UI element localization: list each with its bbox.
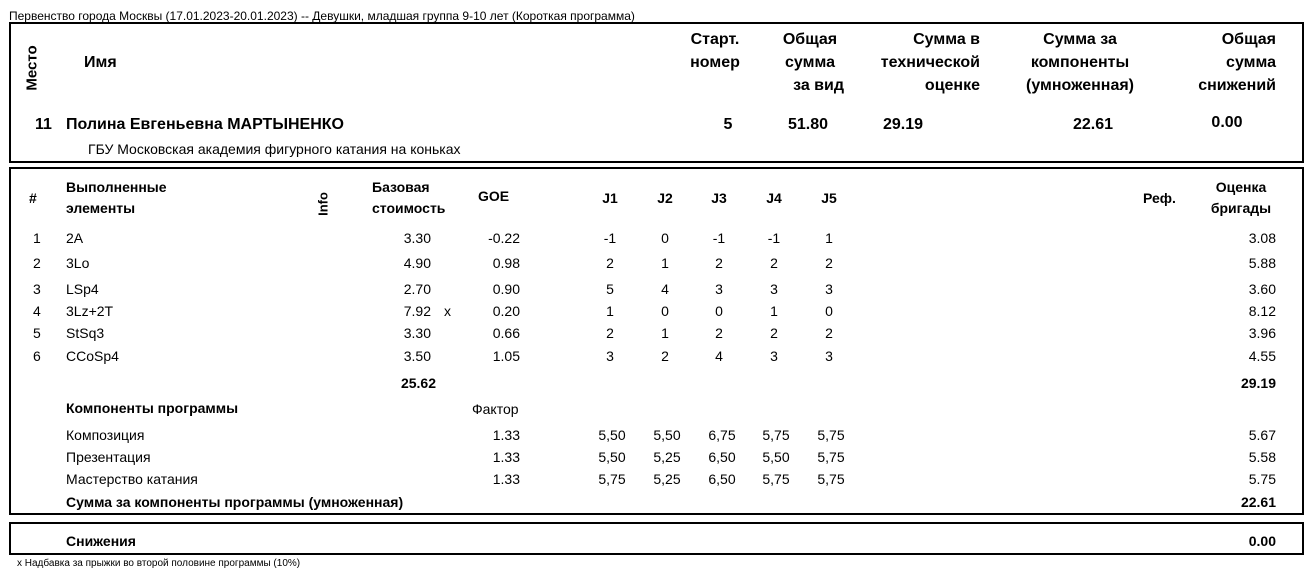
judge-score-1: 1 [606,303,614,319]
component-score: 5.58 [1248,449,1276,465]
base-value: 4.90 [403,255,431,271]
judge-score-5: 3 [825,348,833,364]
deductions-box [9,522,1304,555]
component-judge-4: 5,50 [762,449,790,465]
goe-header: GOE [478,188,510,204]
component-judge-3: 6,50 [708,449,736,465]
element-row [0,348,1313,370]
components-total-label: Сумма за компоненты программы (умноженная) [66,494,404,510]
deductions-value: 0.00 [1211,114,1243,131]
base-value: 7.92 [403,303,431,319]
component-name: Композиция [66,427,145,443]
judge-score-2: 0 [661,303,669,319]
panel-score-header: Оценка бригады [1210,179,1272,216]
goe-value: 1.05 [492,348,520,364]
tes-value: 29.19 [882,116,924,133]
judge-score-5: 0 [825,303,833,319]
component-judge-3: 6,50 [708,471,736,487]
element-row [0,325,1313,347]
component-judge-5: 5,75 [817,449,845,465]
base-total: 25.62 [400,375,436,391]
judge-score-1: 2 [606,325,614,341]
judge-score-4: -1 [767,230,781,246]
score-total: 29.19 [1240,375,1276,391]
judge-score-2: 0 [661,230,669,246]
name-header: Имя [84,54,117,71]
place-header: Место [23,45,41,91]
judge-score-2: 1 [661,255,669,271]
base-value: 3.30 [403,230,431,246]
num-header: # [29,190,37,206]
element-code: 2A [66,230,84,246]
component-judge-2: 5,50 [653,427,681,443]
component-judge-1: 5,50 [598,449,626,465]
goe-value: 0.98 [492,255,520,271]
club-name: ГБУ Московская академия фигурного катания на коньках [88,141,461,157]
element-number: 6 [33,348,41,364]
judge-score-4: 2 [770,255,778,271]
goe-value: -0.22 [488,230,520,246]
judge-score-3: 4 [715,348,723,364]
bonus-mark: x [444,303,451,319]
pcs-value: 22.61 [1072,116,1114,133]
components-heading: Компоненты программы [66,400,239,416]
element-row [0,281,1313,303]
info-header: Info [315,192,331,216]
factor-heading: Фактор [472,401,519,417]
judge-score-5: 2 [825,325,833,341]
component-score: 5.67 [1248,427,1276,443]
judge-score-3: 2 [715,255,723,271]
judge-header-1: J1 [602,190,618,206]
components-total-value: 22.61 [1240,494,1276,510]
deductions-box-value: 0.00 [1248,533,1276,549]
total-value: 51.80 [787,116,829,133]
element-code: StSq3 [66,325,105,341]
component-judge-4: 5,75 [762,471,790,487]
component-factor: 1.33 [492,449,520,465]
ref-header: Реф. [1143,190,1176,206]
component-judge-1: 5,50 [598,427,626,443]
component-judge-4: 5,75 [762,427,790,443]
panel-score: 8.12 [1248,303,1276,319]
judge-score-3: 0 [715,303,723,319]
judge-score-1: 3 [606,348,614,364]
component-name: Презентация [66,449,151,465]
component-factor: 1.33 [492,471,520,487]
goe-value: 0.20 [492,303,520,319]
element-row [0,255,1313,277]
panel-score: 3.60 [1248,281,1276,297]
judge-score-3: 2 [715,325,723,341]
element-number: 5 [33,325,41,341]
judge-score-2: 4 [661,281,669,297]
judge-score-4: 2 [770,325,778,341]
total-header: Общая сумма за вид [782,31,844,94]
place-value: 11 [35,116,52,133]
event-title: Первенство города Москвы (17.01.2023-20.01.2023) -- Девушки, младшая группа 9-10 лет (Короткая программа) [9,9,635,23]
judge-score-1: 2 [606,255,614,271]
judge-score-1: 5 [606,281,614,297]
panel-score: 3.08 [1248,230,1276,246]
element-number: 4 [33,303,41,319]
element-row [0,230,1313,252]
component-judge-2: 5,25 [653,471,681,487]
footnote: x Надбавка за прыжки во второй половине программы (10%) [17,558,301,569]
judge-header-4: J4 [766,190,782,206]
element-number: 1 [33,230,41,246]
element-code: CCoSp4 [66,348,119,364]
element-code: 3Lo [66,255,90,271]
judge-score-5: 2 [825,255,833,271]
deductions-label: Снижения [66,533,136,549]
judge-score-4: 3 [770,348,778,364]
component-row [0,471,1313,493]
start-no-value: 5 [723,116,733,133]
component-judge-2: 5,25 [653,449,681,465]
element-number: 3 [33,281,41,297]
judge-header-3: J3 [711,190,727,206]
panel-score: 4.55 [1248,348,1276,364]
component-score: 5.75 [1248,471,1276,487]
tes-header: Сумма в технической оценке [880,31,980,94]
base-header: Базовая стоимость [372,179,446,216]
element-code: 3Lz+2T [66,303,114,319]
panel-score: 3.96 [1248,325,1276,341]
component-row [0,427,1313,449]
judge-score-5: 1 [825,230,833,246]
judge-header-5: J5 [821,190,837,206]
deductions-header: Общая сумма снижений [1198,31,1276,94]
component-judge-5: 5,75 [817,427,845,443]
elements-header: Выполненные элементы [66,179,167,216]
base-value: 3.30 [403,325,431,341]
judge-score-4: 1 [770,303,778,319]
component-name: Мастерство катания [66,471,198,487]
goe-value: 0.90 [492,281,520,297]
judge-header-2: J2 [657,190,673,206]
component-judge-1: 5,75 [598,471,626,487]
panel-score: 5.88 [1248,255,1276,271]
element-number: 2 [33,255,41,271]
skater-name: Полина Евгеньевна МАРТЫНЕНКО [66,116,344,133]
element-code: LSp4 [66,281,99,297]
judge-score-3: -1 [712,230,726,246]
judge-score-1: -1 [603,230,617,246]
element-row [0,303,1313,325]
start-no-header: Старт. номер [690,31,740,71]
component-factor: 1.33 [492,427,520,443]
goe-value: 0.66 [492,325,520,341]
judge-score-3: 3 [715,281,723,297]
component-judge-3: 6,75 [708,427,736,443]
judge-score-2: 2 [661,348,669,364]
base-value: 3.50 [403,348,431,364]
judge-score-4: 3 [770,281,778,297]
judge-score-5: 3 [825,281,833,297]
judge-score-2: 1 [661,325,669,341]
component-row [0,449,1313,471]
base-value: 2.70 [403,281,431,297]
pcs-header: Сумма за компоненты (умноженная) [1026,31,1134,94]
component-judge-5: 5,75 [817,471,845,487]
